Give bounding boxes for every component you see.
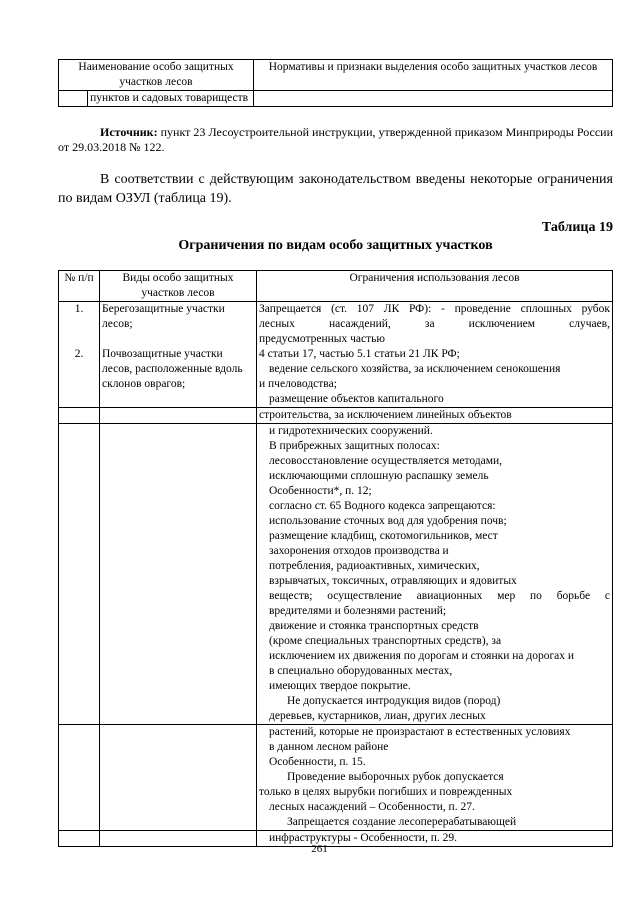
header-cell: № п/п <box>59 271 100 302</box>
text-line: веществ; осуществление авиационных мер по борьбе с <box>269 590 610 602</box>
table-row <box>59 91 613 107</box>
table-cell <box>257 302 613 408</box>
table-cell <box>59 302 100 408</box>
header-cell: Виды особо защитных участков лесов <box>100 271 257 302</box>
text-line: потребления, радиоактивных, химических, <box>269 560 480 572</box>
text-line: в данном лесном районе <box>269 741 389 753</box>
text-line: лесных насаждений – Особенности, п. 27. <box>269 801 475 813</box>
text-line: В прибрежных защитных полосах: <box>269 440 440 452</box>
text-line: Проведение выборочных рубок допускается <box>287 771 504 783</box>
zone-name: Почвозащитные участки лесов, расположенные вдоль склонов оврагов; <box>102 348 243 390</box>
table-cell <box>257 725 613 831</box>
text-line: только в целях вырубки погибших и поврежденных <box>259 786 513 798</box>
table-number: Таблица 19 <box>541 220 613 235</box>
table-header-row <box>59 60 613 91</box>
top-table <box>58 59 613 107</box>
text-line: Особенности*, п. 12; <box>269 485 372 497</box>
text-line: движение и стоянка транспортных средств <box>269 620 479 632</box>
text-line: Запрещается создание лесоперерабатывающей <box>287 816 517 828</box>
text-line: (кроме специальных транспортных средств), за <box>269 635 502 647</box>
table-cell: пунктов и садовых товариществ <box>88 91 254 107</box>
row-number: 1. <box>74 303 84 315</box>
text-line: лесовосстановление осуществляется методами, <box>269 455 503 467</box>
table-cell <box>59 725 100 831</box>
text-line: исключающими сплошную распашку земель <box>269 470 489 482</box>
text-line: и гидротехнических сооружений. <box>269 425 433 437</box>
row-number: 2. <box>74 348 84 360</box>
source-label: Источник: <box>100 125 158 139</box>
text-line: размещение кладбищ, скотомогильников, мест <box>269 530 498 542</box>
body-paragraph: В соответствии с действующим законодательством введены некоторые ограничения по видам ОЗУЛ (таблица 19). <box>58 172 613 206</box>
text-line: вредителями и болезнями растений; <box>269 605 447 617</box>
text-line: в специально оборудованных местах, <box>269 665 453 677</box>
table-cell <box>257 424 613 725</box>
source-text: пункт 23 Лесоустроительной инструкции, утвержденной приказом Минприроды России от 29.03.2018 № 122. <box>58 125 613 154</box>
text-line: Не допускается интродукция видов (пород) <box>287 695 501 707</box>
zone-name: Берегозащитные участки лесов; <box>102 303 225 330</box>
table-cell <box>100 302 257 408</box>
table-row <box>59 302 613 408</box>
table-cell <box>100 424 257 725</box>
table-cell <box>100 725 257 831</box>
table-cell <box>59 424 100 725</box>
text-line: строительства, за исключением линейных объектов <box>259 409 512 421</box>
source-note <box>58 125 613 155</box>
text-line: захоронения отходов производства и <box>269 545 449 557</box>
text-line: исключением их движения по дорогам и стоянки на дорогах и <box>269 650 575 662</box>
restrictions-table <box>58 270 613 847</box>
text-line: деревьев, кустарников, лиан, других лесных <box>269 710 486 722</box>
text-line: Запрещается (ст. 107 ЛК РФ): - проведение сплошных рубок <box>259 303 610 315</box>
text-line: ведение сельского хозяйства, за исключением сенокошения <box>269 363 561 375</box>
text-line: лесных насаждений, за исключением случаев, <box>259 318 610 330</box>
text-line: 4 статьи 17, частью 5.1 статьи 21 ЛК РФ; <box>259 348 460 360</box>
table-cell <box>257 408 613 424</box>
text-line: имеющих твердое покрытие. <box>269 680 411 692</box>
text-line: использование сточных вод для удобрения почв; <box>269 515 507 527</box>
text-line: инфраструктуры - Особенности, п. 29. <box>269 832 457 844</box>
text-line: согласно ст. 65 Водного кодекса запрещаются: <box>269 500 496 512</box>
text-line: предусмотренных частью <box>259 333 385 345</box>
table-cell <box>59 408 100 424</box>
table-row <box>59 725 613 831</box>
text-line: растений, которые не произрастают в естественных условиях <box>269 726 571 738</box>
table-cell <box>59 91 88 107</box>
text-line: и пчеловодства; <box>259 378 337 390</box>
table-cell <box>254 91 613 107</box>
table-row <box>59 424 613 725</box>
header-cell: Нормативы и признаки выделения особо защитных участков лесов <box>254 60 613 91</box>
page-number: 261 <box>311 843 328 855</box>
text-line: взрывчатых, токсичных, отравляющих и ядовитых <box>269 575 517 587</box>
table-cell <box>100 408 257 424</box>
table-title: Ограничения по видам особо защитных участков <box>178 238 493 253</box>
text-line: Особенности, п. 15. <box>269 756 366 768</box>
table-header-row <box>59 271 613 302</box>
header-cell: Ограничения использования лесов <box>257 271 613 302</box>
header-cell: Наименование особо защитных участков лесов <box>59 60 254 91</box>
text-line: размещение объектов капитального <box>269 393 444 405</box>
table-row <box>59 408 613 424</box>
